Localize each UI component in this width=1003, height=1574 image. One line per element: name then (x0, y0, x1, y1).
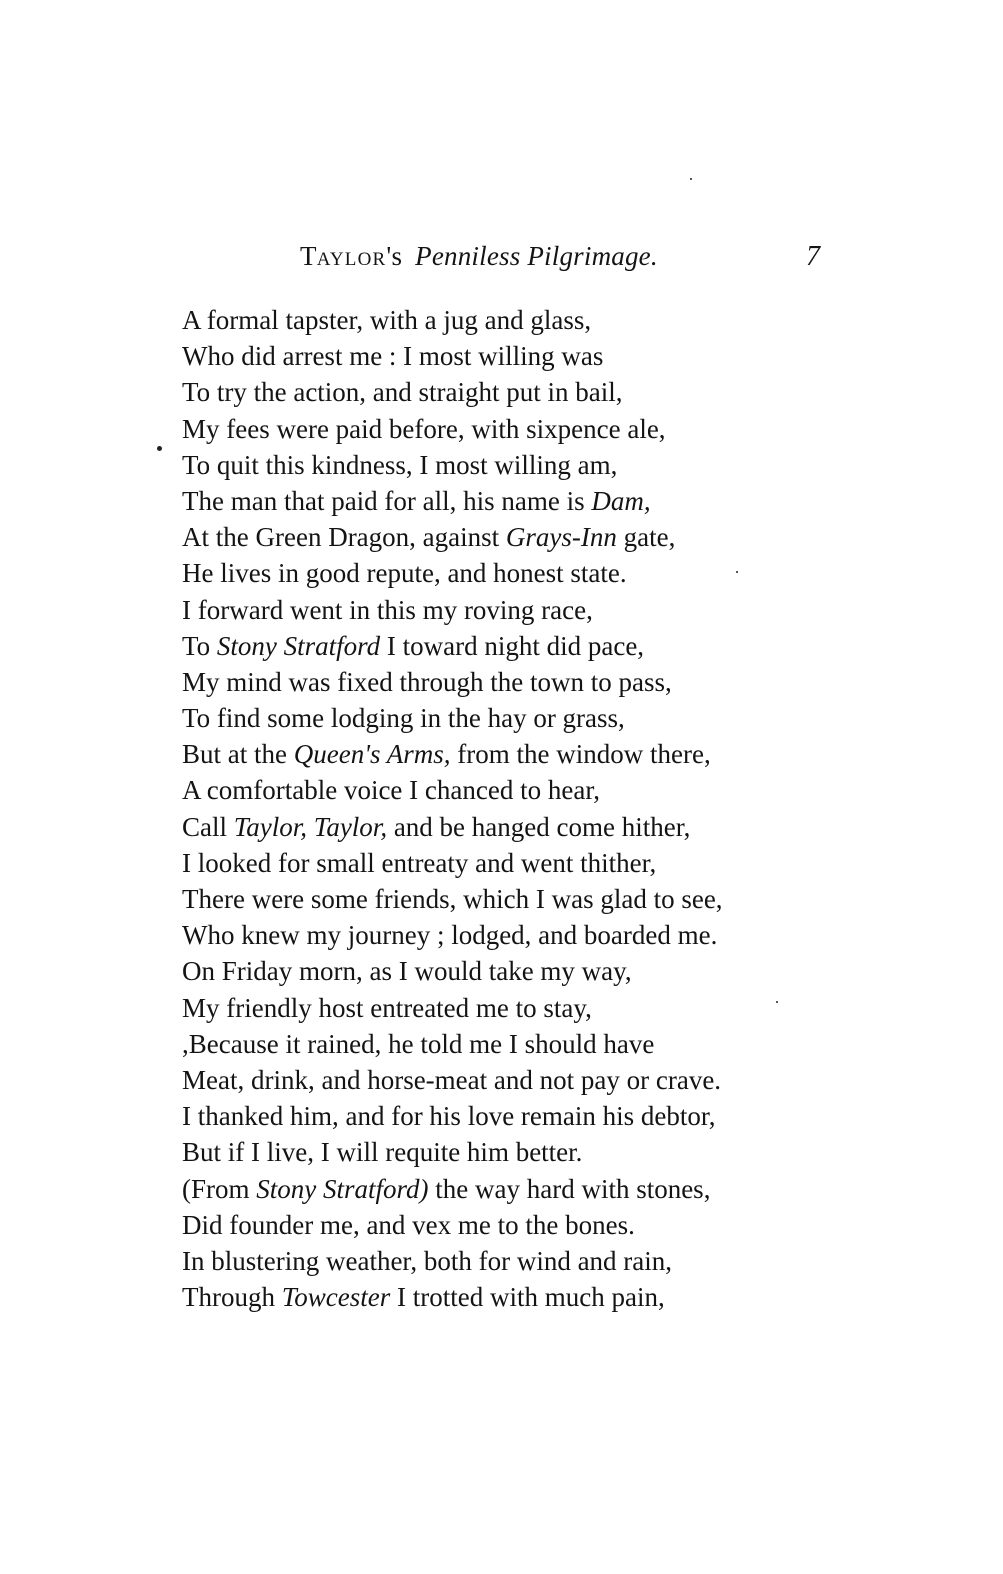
page-number: 7 (806, 241, 820, 272)
running-head (300, 238, 658, 278)
verse-segment: There were some friends, which I was glad to see, (182, 884, 723, 914)
verse-line (182, 483, 842, 519)
verse-line (182, 953, 842, 989)
verse-segment: My mind was fixed through the town to pass, (182, 666, 672, 697)
verse-segment: Through (182, 1282, 282, 1313)
verse-segment: I forward went in this my roving race, (182, 594, 593, 625)
verse-segment: I toward night did pace, (380, 630, 645, 661)
verse-segment: Who knew my journey ; lodged, and boarded me. (182, 920, 718, 951)
verse-line (182, 519, 842, 555)
verse-segment: the way hard with stones, (428, 1173, 711, 1204)
verse-line (182, 628, 842, 664)
scan-speck (157, 446, 162, 451)
verse-segment: Who did arrest me : I most willing was (182, 341, 604, 372)
verse-italic-segment: Stony Stratford (216, 630, 381, 661)
verse-block (182, 302, 842, 1315)
verse-segment: Meat, drink, and horse-meat and not pay or crave. (182, 1064, 722, 1095)
verse-segment: In blustering weather, both for wind and rain, (182, 1245, 673, 1276)
verse-line (182, 302, 842, 338)
verse-line (182, 1207, 842, 1243)
verse-segment: To quit this kindness, I most willing am, (182, 449, 618, 480)
verse-italic-segment: Dam, (591, 485, 651, 516)
verse-segment: To try the action, and straight put in bail, (182, 377, 623, 408)
running-head-possessive: 's (386, 241, 403, 271)
verse-line (182, 1062, 842, 1098)
verse-segment: At the Green Dragon, against (182, 522, 506, 553)
verse-segment: He lives in good repute, and honest state. (182, 558, 627, 589)
verse-segment: A comfortable voice I chanced to hear, (182, 775, 600, 806)
verse-line (182, 990, 842, 1026)
running-head-author-small-caps: AYLOR (316, 249, 387, 270)
verse-line (182, 1098, 842, 1134)
verse-segment: To (182, 630, 217, 661)
verse-line (182, 338, 842, 374)
scan-speck (690, 178, 692, 180)
verse-segment: My fees were paid before, with sixpence ale, (182, 413, 666, 444)
verse-line (182, 772, 842, 808)
verse-italic-segment: Stony Stratford) (256, 1173, 429, 1204)
verse-segment: I trotted with much pain, (390, 1282, 665, 1313)
verse-line (182, 1134, 842, 1170)
verse-segment: (From (182, 1173, 257, 1204)
verse-line (182, 664, 842, 700)
verse-line (182, 1279, 842, 1315)
scan-speck (736, 571, 738, 573)
verse-line (182, 845, 842, 881)
verse-line (182, 592, 842, 628)
verse-segment: To find some lodging in the hay or grass, (182, 703, 625, 734)
verse-line (182, 411, 842, 447)
verse-segment: from the window there, (450, 739, 711, 770)
verse-line (182, 374, 842, 410)
verse-italic-segment: Grays-Inn (505, 522, 617, 553)
verse-italic-segment: Towcester (281, 1282, 391, 1313)
verse-italic-segment: Taylor, Taylor, (233, 811, 388, 842)
verse-segment: ,Because it rained, he told me I should have (182, 1028, 655, 1059)
verse-line (182, 700, 842, 736)
verse-segment: The man that paid for all, his name is (182, 485, 592, 516)
verse-segment: But if I live, I will requite him better. (182, 1137, 583, 1168)
verse-segment: I thanked him, and for his love remain his debtor, (182, 1101, 716, 1132)
verse-italic-segment: Queen's Arms, (293, 739, 451, 770)
verse-line (182, 1243, 842, 1279)
verse-segment: But at the (182, 739, 294, 770)
verse-line (182, 881, 842, 917)
verse-line (182, 809, 842, 845)
running-head-author-initial: T (300, 241, 317, 271)
verse-line (182, 1026, 842, 1062)
scan-speck (776, 1001, 778, 1003)
verse-line (182, 555, 842, 591)
verse-line (182, 736, 842, 772)
verse-line (182, 917, 842, 953)
verse-line (182, 447, 842, 483)
verse-segment: gate, (616, 522, 676, 553)
verse-segment: A formal tapster, with a jug and glass, (182, 305, 592, 335)
verse-segment: I looked for small entreaty and went thither, (182, 847, 657, 878)
running-head-title: Penniless Pilgrimage. (415, 241, 658, 271)
verse-segment: On Friday morn, as I would take my way, (182, 956, 632, 987)
verse-segment: Call (182, 811, 234, 842)
verse-segment: Did founder me, and vex me to the bones. (182, 1209, 635, 1240)
verse-segment: My friendly host entreated me to stay, (182, 992, 592, 1023)
verse-segment: and be hanged come hither, (387, 811, 691, 842)
verse-line (182, 1171, 842, 1207)
